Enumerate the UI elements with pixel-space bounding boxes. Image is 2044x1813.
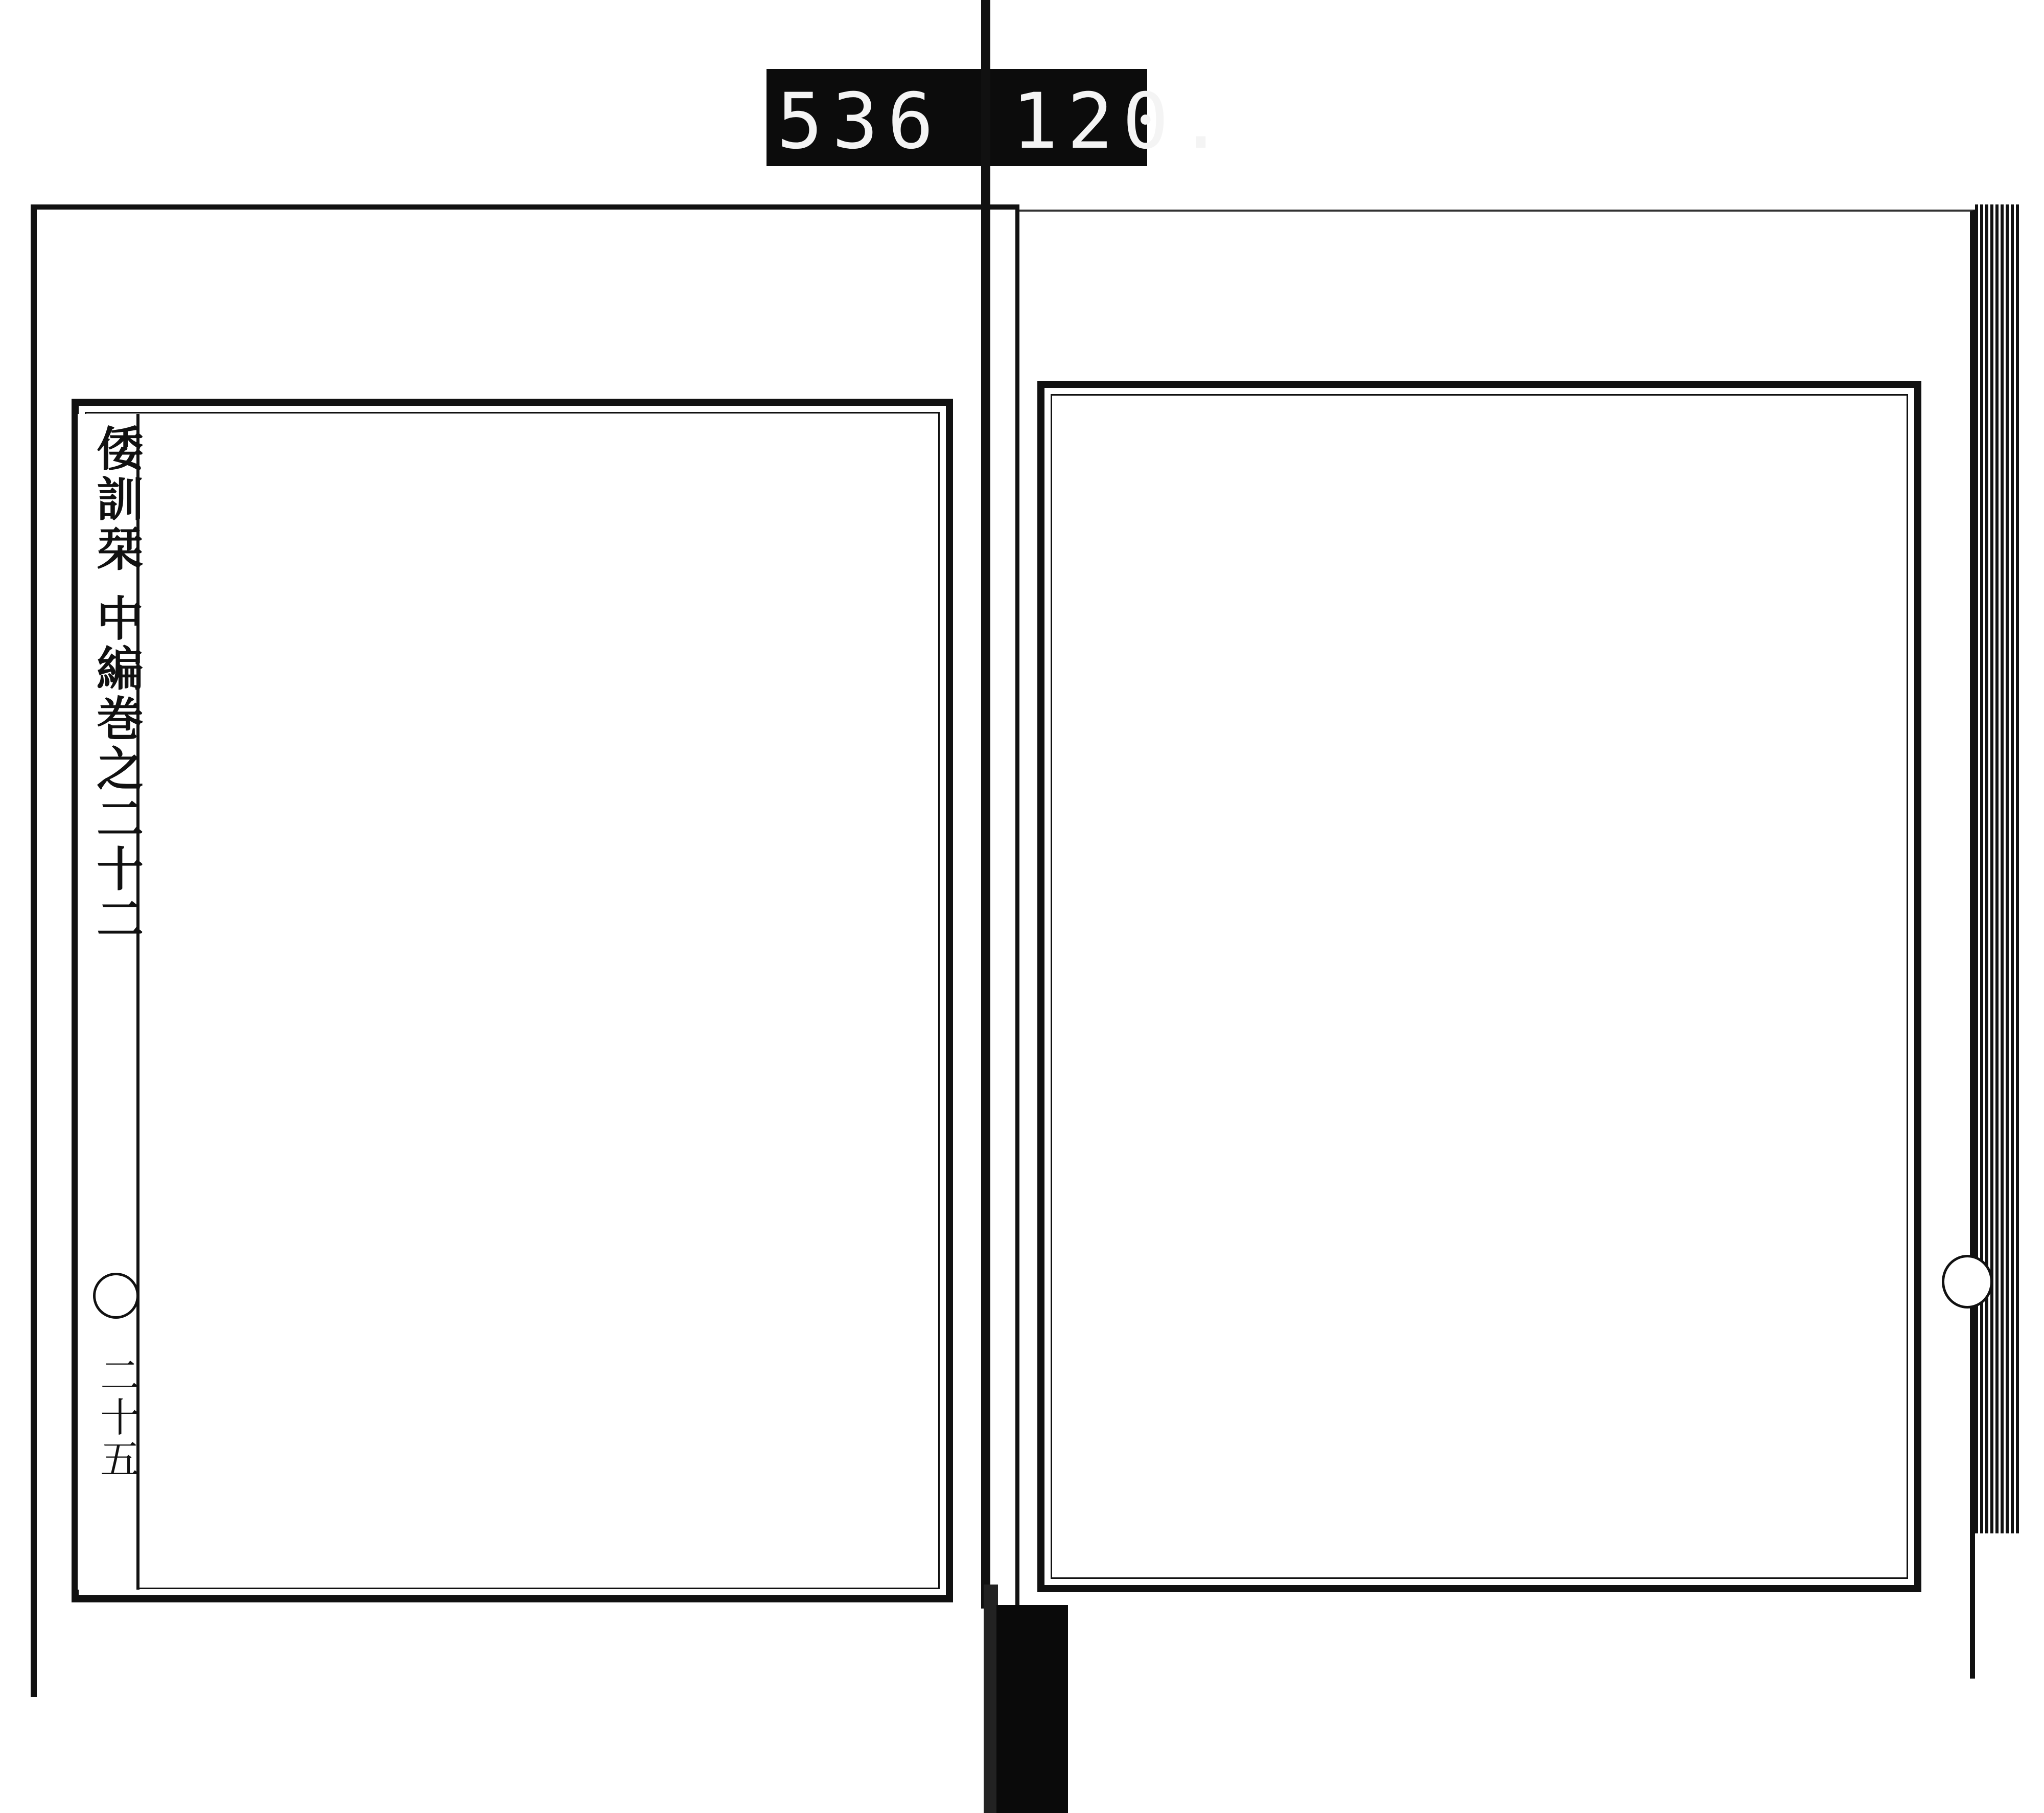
spine-block bbox=[996, 1605, 1068, 1813]
catalog-number-right: 120. bbox=[1012, 77, 1234, 166]
left-page-text bbox=[135, 434, 943, 1559]
right-page-text bbox=[1073, 419, 1911, 1569]
fold-strip bbox=[78, 414, 144, 1590]
right-fold-circle-icon bbox=[1942, 1255, 1993, 1309]
fold-circle-icon bbox=[93, 1273, 139, 1319]
fold-title: 倭訓栞 中編巻之二十二 bbox=[89, 424, 144, 945]
fold-leaf-number: 二十五 bbox=[94, 1355, 140, 1480]
catalog-number-left: 536 bbox=[777, 77, 943, 166]
center-gutter bbox=[981, 0, 990, 1609]
right-edge-strip bbox=[1975, 204, 2021, 1533]
catalog-tag bbox=[766, 69, 1234, 166]
spine-block-left bbox=[984, 1585, 998, 1813]
